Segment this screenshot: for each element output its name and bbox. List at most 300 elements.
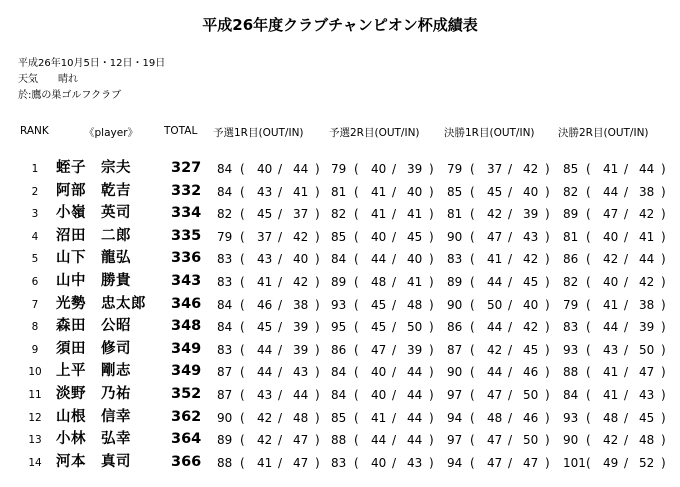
round-score: 79 <box>563 297 579 312</box>
paren-open: ( <box>586 410 591 425</box>
slash: / <box>392 162 397 176</box>
round-score: 86 <box>563 252 579 267</box>
in-score: 39 <box>639 320 655 335</box>
round-score: 88 <box>563 365 579 380</box>
round-score: 90 <box>447 365 463 380</box>
out-score: 45 <box>371 297 387 312</box>
rank-cell: 7 <box>31 298 39 311</box>
rank-cell: 2 <box>31 185 39 198</box>
round-score: 84 <box>217 297 233 312</box>
slash: / <box>278 410 283 425</box>
slash: / <box>278 388 283 402</box>
round-score: 97 <box>447 388 463 402</box>
paren-open: ( <box>470 275 475 289</box>
paren-open: ( <box>240 229 245 244</box>
slash: / <box>392 252 397 267</box>
slash: / <box>624 252 629 267</box>
paren-close: ) <box>545 229 550 244</box>
table-row <box>0 273 680 295</box>
out-score: 40 <box>371 455 387 470</box>
round-score: 79 <box>217 229 233 244</box>
slash: / <box>508 342 513 357</box>
slash: / <box>508 433 513 448</box>
paren-close: ) <box>315 184 320 199</box>
paren-close: ) <box>429 388 434 402</box>
paren-open: ( <box>470 162 475 176</box>
paren-open: ( <box>586 433 591 448</box>
out-score: 41 <box>603 297 619 312</box>
in-score: 40 <box>293 252 309 267</box>
slash: / <box>624 365 629 380</box>
out-score: 44 <box>371 433 387 448</box>
in-score: 38 <box>639 297 655 312</box>
total-score: 346 <box>171 295 202 312</box>
out-score: 44 <box>371 252 387 267</box>
in-score: 44 <box>293 388 309 402</box>
table-row <box>0 454 680 476</box>
in-score: 43 <box>407 455 423 470</box>
slash: / <box>278 365 283 380</box>
header-round2: 予選2R目(OUT/IN) <box>329 127 420 139</box>
paren-close: ) <box>661 342 666 357</box>
slash: / <box>278 162 283 176</box>
slash: / <box>508 320 513 335</box>
paren-close: ) <box>661 455 666 470</box>
slash: / <box>508 207 513 222</box>
paren-close: ) <box>315 365 320 380</box>
slash: / <box>508 162 513 176</box>
paren-open: ( <box>240 252 245 267</box>
paren-open: ( <box>240 388 245 402</box>
in-score: 42 <box>639 207 655 222</box>
in-score: 39 <box>407 162 423 176</box>
total-score: 334 <box>171 205 202 222</box>
round-score: 83 <box>217 252 233 267</box>
paren-open: ( <box>470 455 475 470</box>
round-score: 82 <box>217 207 233 222</box>
out-score: 43 <box>257 252 273 267</box>
paren-close: ) <box>429 162 434 176</box>
out-score: 43 <box>603 342 619 357</box>
total-score: 335 <box>171 227 202 244</box>
paren-close: ) <box>315 229 320 244</box>
slash: / <box>392 342 397 357</box>
paren-open: ( <box>586 388 591 402</box>
out-score: 44 <box>603 184 619 199</box>
slash: / <box>508 252 513 267</box>
slash: / <box>278 455 283 470</box>
out-score: 45 <box>257 207 273 222</box>
paren-open: ( <box>354 207 359 222</box>
round-score: 84 <box>331 252 347 267</box>
round-score: 82 <box>563 184 579 199</box>
paren-open: ( <box>240 297 245 312</box>
in-score: 47 <box>293 433 309 448</box>
paren-open: ( <box>470 320 475 335</box>
paren-open: ( <box>586 455 591 470</box>
in-score: 40 <box>523 184 539 199</box>
rank-cell: 5 <box>31 253 39 266</box>
out-score: 41 <box>371 410 387 425</box>
round-score: 90 <box>447 229 463 244</box>
out-score: 43 <box>257 388 273 402</box>
rank-cell: 11 <box>28 389 42 401</box>
paren-close: ) <box>661 162 666 176</box>
in-score: 42 <box>523 162 539 176</box>
out-score: 40 <box>371 229 387 244</box>
in-score: 46 <box>523 410 539 425</box>
slash: / <box>624 433 629 448</box>
paren-open: ( <box>240 342 245 357</box>
slash: / <box>508 229 513 244</box>
paren-close: ) <box>545 162 550 176</box>
paren-close: ) <box>315 162 320 176</box>
paren-open: ( <box>240 455 245 470</box>
paren-close: ) <box>429 342 434 357</box>
in-score: 39 <box>407 342 423 357</box>
out-score: 47 <box>487 229 503 244</box>
paren-close: ) <box>429 410 434 425</box>
paren-close: ) <box>545 365 550 380</box>
rank-cell: 4 <box>31 230 39 243</box>
rank-cell: 10 <box>28 366 42 379</box>
round-score: 93 <box>331 297 347 312</box>
round-score: 101 <box>563 455 586 470</box>
in-score: 50 <box>523 388 539 402</box>
table-row <box>0 431 680 453</box>
round-score: 81 <box>331 184 347 199</box>
total-score: 364 <box>171 431 202 448</box>
round-score: 83 <box>563 320 579 335</box>
header-round4: 決勝2R目(OUT/IN) <box>558 127 649 139</box>
table-row <box>0 250 680 272</box>
round-score: 86 <box>447 320 463 335</box>
paren-close: ) <box>429 320 434 335</box>
paren-close: ) <box>545 207 550 222</box>
rank-cell: 1 <box>31 163 39 175</box>
player-name: 光勢 忠太郎 <box>56 295 146 312</box>
paren-open: ( <box>354 275 359 289</box>
meta-venue: 於:鷹の巣ゴルフクラブ <box>18 90 122 101</box>
paren-open: ( <box>470 207 475 222</box>
total-score: 348 <box>171 318 202 335</box>
meta-dates: 平成26年10月5日・12日・19日 <box>18 58 166 69</box>
paren-close: ) <box>315 342 320 357</box>
paren-close: ) <box>545 433 550 448</box>
paren-close: ) <box>429 229 434 244</box>
in-score: 48 <box>407 297 423 312</box>
paren-open: ( <box>354 455 359 470</box>
total-score: 332 <box>171 182 202 199</box>
slash: / <box>392 275 397 289</box>
round-score: 85 <box>331 229 347 244</box>
round-score: 89 <box>563 207 579 222</box>
out-score: 44 <box>257 365 273 380</box>
in-score: 48 <box>639 433 655 448</box>
rank-cell: 3 <box>31 208 39 221</box>
out-score: 45 <box>487 184 503 199</box>
paren-open: ( <box>586 320 591 335</box>
total-score: 336 <box>171 250 202 267</box>
header-total: TOTAL <box>164 125 198 137</box>
header-rank: RANK <box>20 125 49 137</box>
in-score: 50 <box>639 342 655 357</box>
total-score: 366 <box>171 453 202 470</box>
player-name: 上平 剛志 <box>56 363 131 380</box>
in-score: 40 <box>523 297 539 312</box>
out-score: 41 <box>257 455 273 470</box>
paren-close: ) <box>315 275 320 289</box>
out-score: 41 <box>257 275 273 289</box>
paren-close: ) <box>315 388 320 402</box>
table-row <box>0 318 680 340</box>
round-score: 84 <box>563 388 579 402</box>
slash: / <box>278 252 283 267</box>
paren-open: ( <box>240 433 245 448</box>
out-score: 44 <box>603 320 619 335</box>
out-score: 40 <box>257 162 273 176</box>
in-score: 38 <box>293 297 309 312</box>
round-score: 84 <box>217 184 233 199</box>
paren-close: ) <box>661 433 666 448</box>
in-score: 44 <box>639 252 655 267</box>
round-score: 93 <box>563 410 579 425</box>
paren-close: ) <box>661 320 666 335</box>
in-score: 42 <box>523 252 539 267</box>
in-score: 44 <box>407 388 423 402</box>
in-score: 41 <box>293 184 309 199</box>
paren-close: ) <box>429 275 434 289</box>
round-score: 84 <box>217 162 233 176</box>
in-score: 46 <box>523 365 539 380</box>
rank-cell: 9 <box>31 343 39 356</box>
round-score: 89 <box>447 275 463 289</box>
round-score: 84 <box>331 388 347 402</box>
out-score: 47 <box>487 388 503 402</box>
out-score: 37 <box>487 162 503 176</box>
paren-open: ( <box>586 297 591 312</box>
paren-close: ) <box>545 410 550 425</box>
header-round3: 決勝1R目(OUT/IN) <box>444 127 535 139</box>
slash: / <box>278 297 283 312</box>
slash: / <box>392 365 397 380</box>
in-score: 47 <box>523 455 539 470</box>
paren-open: ( <box>354 410 359 425</box>
paren-close: ) <box>545 320 550 335</box>
in-score: 39 <box>293 320 309 335</box>
in-score: 45 <box>407 229 423 244</box>
slash: / <box>392 410 397 425</box>
paren-open: ( <box>354 252 359 267</box>
paren-open: ( <box>470 365 475 380</box>
paren-close: ) <box>545 342 550 357</box>
paren-open: ( <box>470 297 475 312</box>
out-score: 42 <box>603 252 619 267</box>
rank-cell: 6 <box>31 276 39 288</box>
in-score: 45 <box>639 410 655 425</box>
in-score: 40 <box>407 252 423 267</box>
paren-open: ( <box>240 207 245 222</box>
in-score: 37 <box>293 207 309 222</box>
out-score: 42 <box>603 433 619 448</box>
out-score: 41 <box>603 162 619 176</box>
paren-open: ( <box>240 410 245 425</box>
out-score: 41 <box>603 365 619 380</box>
out-score: 37 <box>257 229 273 244</box>
round-score: 79 <box>447 162 463 176</box>
slash: / <box>624 162 629 176</box>
player-name: 小嶺 英司 <box>56 205 131 222</box>
out-score: 41 <box>603 388 619 402</box>
paren-close: ) <box>315 252 320 267</box>
paren-open: ( <box>586 229 591 244</box>
paren-close: ) <box>429 433 434 448</box>
round-score: 87 <box>217 388 233 402</box>
out-score: 40 <box>371 388 387 402</box>
table-row <box>0 228 680 250</box>
paren-open: ( <box>586 184 591 199</box>
in-score: 43 <box>639 388 655 402</box>
paren-close: ) <box>429 297 434 312</box>
paren-open: ( <box>470 229 475 244</box>
in-score: 44 <box>407 410 423 425</box>
paren-close: ) <box>661 365 666 380</box>
out-score: 40 <box>371 162 387 176</box>
in-score: 42 <box>523 320 539 335</box>
paren-open: ( <box>354 162 359 176</box>
paren-close: ) <box>545 252 550 267</box>
in-score: 48 <box>293 410 309 425</box>
slash: / <box>624 297 629 312</box>
paren-open: ( <box>470 342 475 357</box>
in-score: 44 <box>407 365 423 380</box>
paren-close: ) <box>315 455 320 470</box>
round-score: 94 <box>447 410 463 425</box>
round-score: 82 <box>563 275 579 289</box>
round-score: 90 <box>447 297 463 312</box>
table-row <box>0 386 680 408</box>
in-score: 45 <box>523 342 539 357</box>
out-score: 41 <box>371 184 387 199</box>
slash: / <box>278 229 283 244</box>
paren-close: ) <box>315 320 320 335</box>
paren-open: ( <box>354 320 359 335</box>
paren-open: ( <box>354 342 359 357</box>
in-score: 52 <box>639 455 655 470</box>
slash: / <box>624 342 629 357</box>
paren-close: ) <box>429 455 434 470</box>
round-score: 88 <box>331 433 347 448</box>
slash: / <box>508 388 513 402</box>
table-row <box>0 183 680 205</box>
paren-close: ) <box>545 455 550 470</box>
slash: / <box>278 433 283 448</box>
table-row <box>0 363 680 385</box>
paren-open: ( <box>586 365 591 380</box>
paren-open: ( <box>586 252 591 267</box>
in-score: 40 <box>407 184 423 199</box>
round-score: 93 <box>563 342 579 357</box>
table-row <box>0 205 680 227</box>
out-score: 44 <box>257 342 273 357</box>
paren-close: ) <box>661 275 666 289</box>
out-score: 47 <box>487 455 503 470</box>
in-score: 42 <box>293 229 309 244</box>
paren-open: ( <box>586 275 591 289</box>
paren-close: ) <box>429 184 434 199</box>
paren-close: ) <box>315 207 320 222</box>
in-score: 41 <box>639 229 655 244</box>
round-score: 89 <box>331 275 347 289</box>
paren-open: ( <box>354 229 359 244</box>
round-score: 85 <box>331 410 347 425</box>
paren-open: ( <box>240 320 245 335</box>
paren-open: ( <box>470 184 475 199</box>
slash: / <box>624 410 629 425</box>
rank-cell: 12 <box>28 411 42 424</box>
slash: / <box>278 275 283 289</box>
out-score: 40 <box>371 365 387 380</box>
player-name: 淡野 乃祐 <box>56 386 131 402</box>
slash: / <box>392 297 397 312</box>
round-score: 90 <box>563 433 579 448</box>
out-score: 47 <box>371 342 387 357</box>
paren-close: ) <box>661 252 666 267</box>
round-score: 95 <box>331 320 347 335</box>
total-score: 327 <box>171 160 202 176</box>
paren-close: ) <box>429 365 434 380</box>
out-score: 45 <box>371 320 387 335</box>
slash: / <box>508 365 513 380</box>
slash: / <box>392 184 397 199</box>
player-name: 蛭子 宗夫 <box>56 160 131 176</box>
in-score: 50 <box>523 433 539 448</box>
round-score: 79 <box>331 162 347 176</box>
paren-open: ( <box>354 388 359 402</box>
out-score: 49 <box>603 455 619 470</box>
out-score: 48 <box>371 275 387 289</box>
out-score: 48 <box>487 410 503 425</box>
paren-close: ) <box>661 388 666 402</box>
paren-close: ) <box>545 184 550 199</box>
in-score: 44 <box>293 162 309 176</box>
slash: / <box>392 455 397 470</box>
in-score: 50 <box>407 320 423 335</box>
round-score: 81 <box>447 207 463 222</box>
round-score: 83 <box>447 252 463 267</box>
total-score: 349 <box>171 363 202 380</box>
slash: / <box>624 455 629 470</box>
round-score: 89 <box>217 433 233 448</box>
out-score: 47 <box>487 433 503 448</box>
out-score: 40 <box>603 229 619 244</box>
paren-close: ) <box>545 275 550 289</box>
paren-close: ) <box>661 229 666 244</box>
player-name: 須田 修司 <box>56 340 131 357</box>
out-score: 42 <box>487 207 503 222</box>
player-name: 阿部 乾吉 <box>56 182 131 199</box>
round-score: 94 <box>447 455 463 470</box>
slash: / <box>392 320 397 335</box>
in-score: 41 <box>407 207 423 222</box>
paren-open: ( <box>586 207 591 222</box>
paren-open: ( <box>240 365 245 380</box>
slash: / <box>508 455 513 470</box>
out-score: 41 <box>487 252 503 267</box>
out-score: 42 <box>257 410 273 425</box>
paren-close: ) <box>661 207 666 222</box>
player-name: 沼田 二郎 <box>56 227 131 244</box>
